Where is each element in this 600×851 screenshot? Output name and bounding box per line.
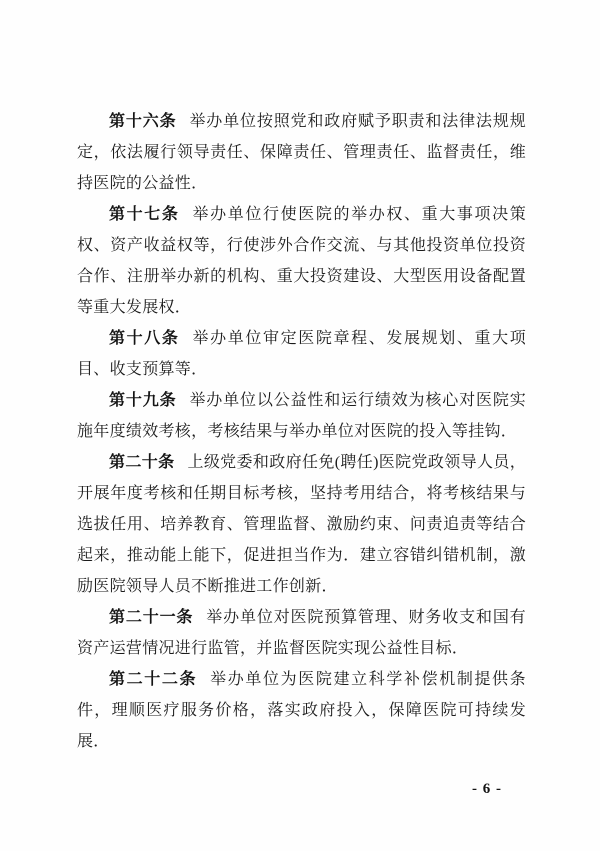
article-text: 举办单位对医院预算管理、财务收支和国有资产运营情况进行监管，并监督医院实现公益性目标． [77,609,526,657]
article-number: 第十八条 [109,330,180,347]
article-number: 第二十二条 [109,671,198,688]
article-number: 第二十一条 [109,609,194,626]
article-paragraph [77,447,526,602]
article-number: 第十九条 [109,392,177,409]
article-number: 第十六条 [109,113,177,130]
article-paragraph [77,664,526,757]
article-paragraph [77,602,526,664]
article-text: 举办单位为医院建立科学补偿机制提供条件，理顺医疗服务价格，落实政府投入，保障医院可持续发展． [77,671,526,750]
article-number: 第二十条 [109,454,175,471]
article-paragraph [77,385,526,447]
article-text: 举办单位审定医院章程、发展规划、重大项目、收支预算等． [77,330,527,378]
page-number: - 6 - [472,781,502,797]
article-paragraph [77,199,526,323]
article-text: 举办单位以公益性和运行绩效为核心对医院实施年度绩效考核，考核结果与举办单位对医院的投入等挂钩． [77,392,526,440]
document-body [77,106,526,757]
article-paragraph [77,323,526,385]
article-number: 第十七条 [109,206,180,223]
article-text: 举办单位行使医院的举办权、重大事项决策权、资产收益权等，行使涉外合作交流、与其他投资单位投资合作、注册举办新的机构、重大投资建设、大型医用设备配置等重大发展权． [77,206,527,316]
article-text: 举办单位按照党和政府赋予职责和法律法规规定，依法履行领导责任、保障责任、管理责任、监督责任，维持医院的公益性． [77,113,526,192]
article-paragraph [77,106,526,199]
article-text: 上级党委和政府任免(聘任)医院党政领导人员，开展年度考核和任期目标考核，坚持考用结合，将考核结果与选拔任用、培养教育、管理监督、激励约束、问责追责等结合起来，推动能上能下，促进担当作为．建立容错纠错机制，激励医院领导人员不断推进工作创新． [77,454,526,595]
